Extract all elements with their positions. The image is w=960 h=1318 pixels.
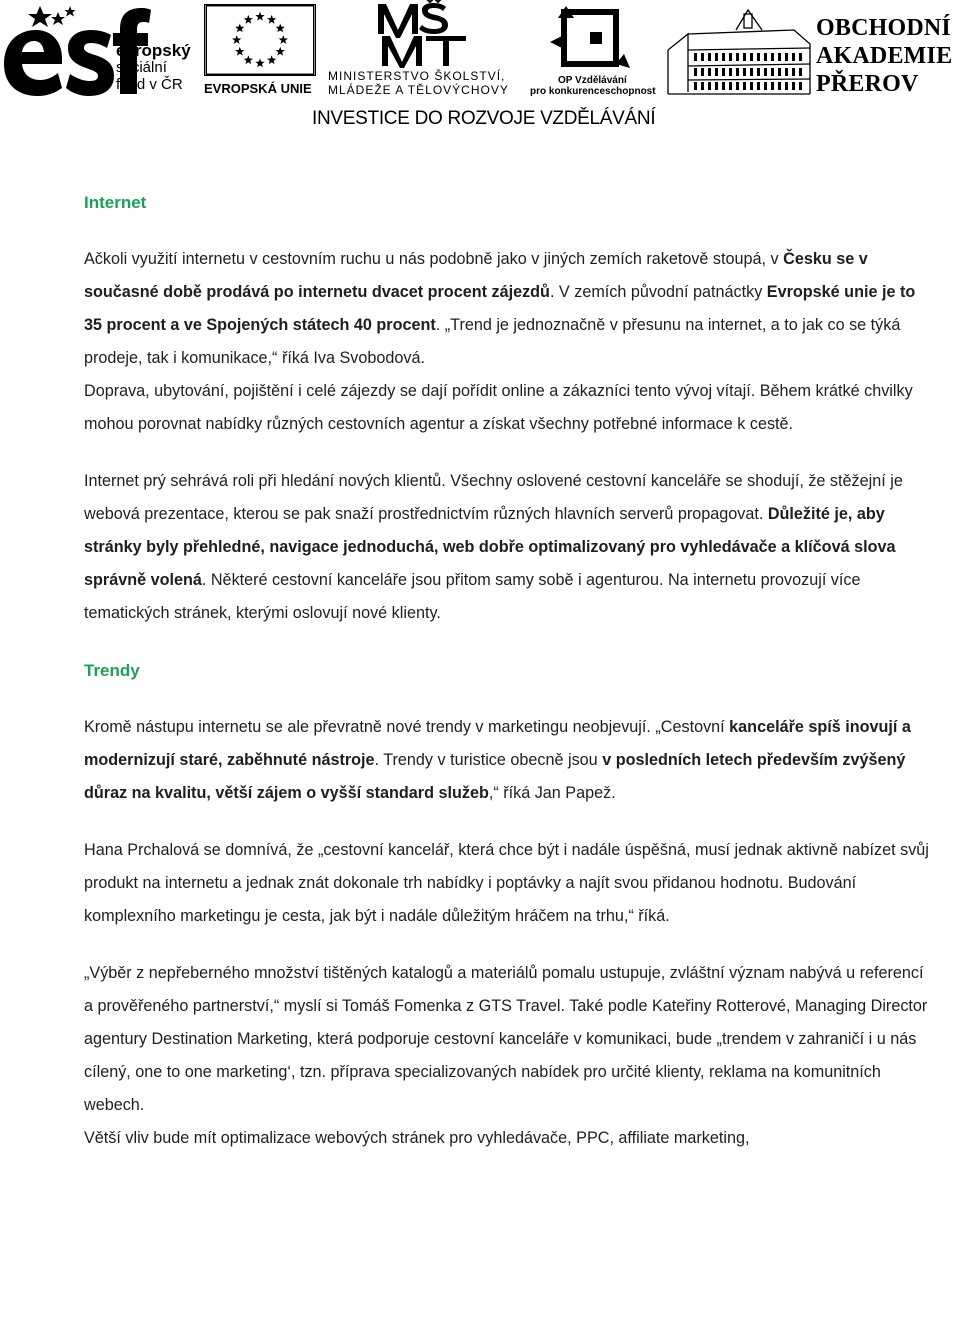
heading-internet: Internet (84, 193, 147, 212)
msmt-mark-icon (326, 0, 526, 68)
msmt-logo (326, 0, 526, 100)
paragraph-4-text: ,“ říká Jan Papež. (488, 784, 616, 802)
esf-caption (116, 42, 191, 93)
paragraph-4-bold: v posledních letech především zvýšený důraz na kvalitu, větší zájem o vyšší standard služeb (84, 751, 906, 802)
window-icon (694, 68, 697, 76)
spacer (84, 630, 930, 654)
paragraph-3-text: . Některé cestovní kanceláře jsou přitom samy sobě i agenturou. Na internetu provozují více tematických stránek, kterými oslovují nové klienty. (84, 571, 861, 622)
paragraph-4 (84, 711, 930, 810)
spacer (84, 810, 930, 834)
paragraph-3 (84, 465, 930, 630)
op-mark-icon (530, 2, 660, 74)
window-icon (792, 53, 795, 61)
op-logo (530, 2, 660, 98)
msmt-caption-line2: MLÁDEŽE A TĚLOVÝCHOVY (328, 83, 509, 97)
spacer (84, 441, 930, 465)
window-icon (701, 53, 704, 61)
op-caption-line2: pro konkurenceschopnost (530, 86, 656, 97)
window-icon (785, 68, 788, 76)
paragraph-1-bold: Česku se v současné době prodává po internetu dvacet procent zájezdů (84, 250, 868, 301)
paragraph-4-text: . Trendy v turistice obecně jsou (374, 751, 603, 769)
window-icon (771, 68, 774, 76)
window-icon (792, 82, 795, 90)
window-icon (736, 53, 739, 61)
logo-header (0, 0, 960, 140)
window-icon (708, 53, 711, 61)
window-icon (771, 53, 774, 61)
window-icon (764, 68, 767, 76)
paragraph-3-bold: Důležité je, aby stránky byly přehledné, navigace jednoduchá, web dobře optimalizovaný pro vyhledávače a klíčová slova správně volená (84, 505, 896, 589)
paragraph-1-bold: Evropské unie je to 35 procent a ve Spojených státech 40 procent (84, 283, 916, 334)
window-icon (778, 53, 781, 61)
oa-line2: AKADEMIE (816, 43, 953, 69)
window-icon (778, 82, 781, 90)
window-icon (792, 68, 795, 76)
spacer (84, 687, 930, 711)
window-icon (757, 68, 760, 76)
msmt-caption-line1: MINISTERSTVO ŠKOLSTVÍ, (328, 69, 506, 83)
heading-trendy: Trendy (84, 661, 140, 680)
window-icon (764, 82, 767, 90)
window-icon (799, 68, 802, 76)
window-icon (708, 82, 711, 90)
window-icon (729, 68, 732, 76)
school-building-icon (666, 4, 812, 96)
oa-line3: PŘEROV (816, 71, 919, 97)
window-icon (722, 68, 725, 76)
esf-caption-line1: evropský (116, 41, 191, 60)
window-icon (729, 82, 732, 90)
window-icon (757, 53, 760, 61)
paragraph-6: „Výběr z nepřeberného množství tištěných katalogů a materiálů pomalu ustupuje, zvláštní význam nabývá u referencí a prověřeného partnerství,“ myslí si Tomáš Fomenka z GTS Travel. Také podle Kateřiny Rotterové, Managing Director agentury Destination Marketing, která podporuje cestovní kanceláře v komunikaci, bude „trendem v zahraničí i u nás cílený, one to one marketing‘, tzn. příprava specializovaných nabídek pro určité klienty, reklama na komunitních webech. (84, 964, 928, 1114)
esf-caption-line2: sociální (116, 59, 167, 76)
paragraph-4-bold: kanceláře spíš inovují a modernizují staré, zaběhnuté nástroje (84, 718, 911, 769)
paragraph-4-text: Kromě nástupu internetu se ale převratně nové trendy v marketingu neobjevují. „Cestovní (84, 718, 730, 736)
window-icon (701, 82, 704, 90)
obchodni-akademie-logo (816, 14, 960, 98)
eu-flag-icon (204, 4, 316, 76)
window-icon (743, 68, 746, 76)
paragraph-1 (84, 243, 930, 375)
window-icon (750, 68, 753, 76)
paragraph-7: Větší vliv bude mít optimalizace webových stránek pro vyhledávače, PPC, affiliate marketing, (84, 1129, 750, 1147)
window-icon (736, 68, 739, 76)
tagline: INVESTICE DO ROZVOJE VZDĚLÁVÁNÍ (312, 108, 656, 129)
msmt-caption (328, 69, 509, 97)
document-body (84, 186, 930, 1155)
paragraph-5: Hana Prchalová se domnívá, že „cestovní kancelář, která chce být i nadále úspěšná, musí jednak aktivně nabízet svůj produkt na internetu a jednak znát dokonale trh nabídky i poptávky a najít svou přidanou hodnotu. Budování komplexního marketingu je cesta, jak být i nadále důležitým hráčem na trhu,“ říká. (84, 841, 929, 925)
window-icon (771, 82, 774, 90)
window-icon (757, 82, 760, 90)
paragraph-1-text: . V zemích původní patnáctky (549, 283, 767, 301)
window-icon (750, 82, 753, 90)
oa-line1: OBCHODNÍ (816, 15, 951, 41)
window-icon (743, 82, 746, 90)
window-icon (743, 53, 746, 61)
eu-label: EVROPSKÁ UNIE (204, 81, 312, 96)
window-icon (736, 82, 739, 90)
window-icon (778, 68, 781, 76)
window-icon (708, 68, 711, 76)
window-icon (799, 82, 802, 90)
paragraph-1-text: Ačkoli využití internetu v cestovním ruchu u nás podobně jako v jiných zemích raketově stoupá, v (84, 250, 779, 268)
paragraph-3-text: Internet prý sehrává roli při hledání nových klientů. Všechny oslovené cestovní kanceláře se shodují, že stěžejní je webová prezentace, kterou se pak snaží prostřednictvím různých hlavních serverů propagovat. (84, 472, 903, 523)
spacer (84, 933, 930, 957)
eu-logo (204, 4, 320, 96)
window-icon (750, 53, 753, 61)
window-icon (722, 53, 725, 61)
paragraph-1-text: . „Trend je jednoznačně v přesunu na internet, a to jak co se týká prodeje, tak i komunikace,“ říká Iva Svobodová. (84, 316, 901, 367)
paragraph-2: Doprava, ubytování, pojištění i celé zájezdy se dají pořídit online a zákazníci tento vývoj vítají. Během krátké chvilky mohou porovnat nabídky různých cestovních agentur a získat všechny potřebné informace k cestě. (84, 382, 913, 433)
op-caption (530, 75, 656, 97)
window-icon (715, 82, 718, 90)
op-caption-line1: OP Vzdělávání (558, 75, 627, 86)
esf-caption-line3: fond v ČR (116, 76, 183, 93)
window-icon (785, 53, 788, 61)
window-icon (799, 53, 802, 61)
spacer (84, 219, 930, 243)
esf-logo (0, 2, 200, 98)
window-icon (715, 53, 718, 61)
window-icon (764, 53, 767, 61)
window-icon (694, 82, 697, 90)
window-icon (694, 53, 697, 61)
window-icon (701, 68, 704, 76)
school-building-logo (666, 4, 812, 96)
window-icon (722, 82, 725, 90)
window-icon (729, 53, 732, 61)
window-icon (785, 82, 788, 90)
window-icon (715, 68, 718, 76)
